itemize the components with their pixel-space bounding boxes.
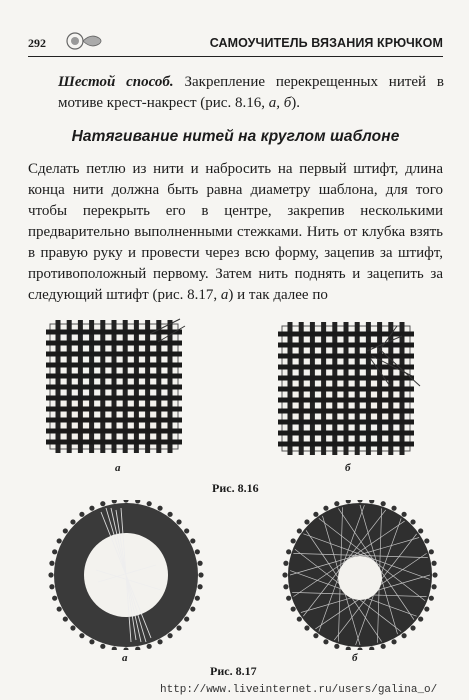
footer-url: http://www.liveinternet.ru/users/galina_o/ [160, 684, 438, 696]
method-lead: Шестой способ. [58, 74, 174, 90]
body-text-1: Сделать петлю из нити и набросить на первый штифт, длина конца нити должна быть равна диаметру шаблона, для того чтобы перекрыть его в центре, закрепив несколькими предварительно выполненными стежками. Нить от клубка взять в правую руку и провести через всю форму, зацепив за штифт, противоположный первому. Затем нить поднять и зацепить за следующий штифт (рис. 8.17, [28, 161, 443, 303]
page-number: 292 [28, 36, 46, 50]
figure-8-16b-label: б [345, 462, 351, 474]
figure-8-17a-label: а [122, 652, 128, 664]
running-head: САМОУЧИТЕЛЬ ВЯЗАНИЯ КРЮЧКОМ [209, 36, 443, 50]
figure-8-17b-label: б [352, 652, 358, 664]
intro-italic-refs: а, б [268, 95, 292, 111]
body-italic-ref: а [220, 287, 229, 303]
intro-paragraph [58, 72, 444, 114]
page-header [28, 30, 443, 57]
decorative-ornament-icon [59, 30, 107, 52]
body-text-2: ) и так далее по [228, 287, 328, 303]
intro-text-1: Закрепление перекрещенных нитей в мотиве крест-накрест (рис. 8.16, [58, 74, 444, 111]
body-paragraph [28, 159, 443, 306]
figure-8-16b-square-weave-cross [272, 316, 422, 461]
figure-8-17b-round-loom-filled [270, 500, 450, 650]
figure-8-16a-label: а [115, 462, 121, 474]
figure-8-16a-square-weave [40, 314, 190, 459]
figure-8-17-caption: Рис. 8.17 [210, 664, 257, 678]
section-title: Натягивание нитей на круглом шаблоне [71, 128, 400, 145]
figure-8-17a-round-loom [36, 500, 216, 650]
intro-text-2: ). [291, 95, 300, 111]
figure-8-16-caption: Рис. 8.16 [212, 481, 259, 495]
